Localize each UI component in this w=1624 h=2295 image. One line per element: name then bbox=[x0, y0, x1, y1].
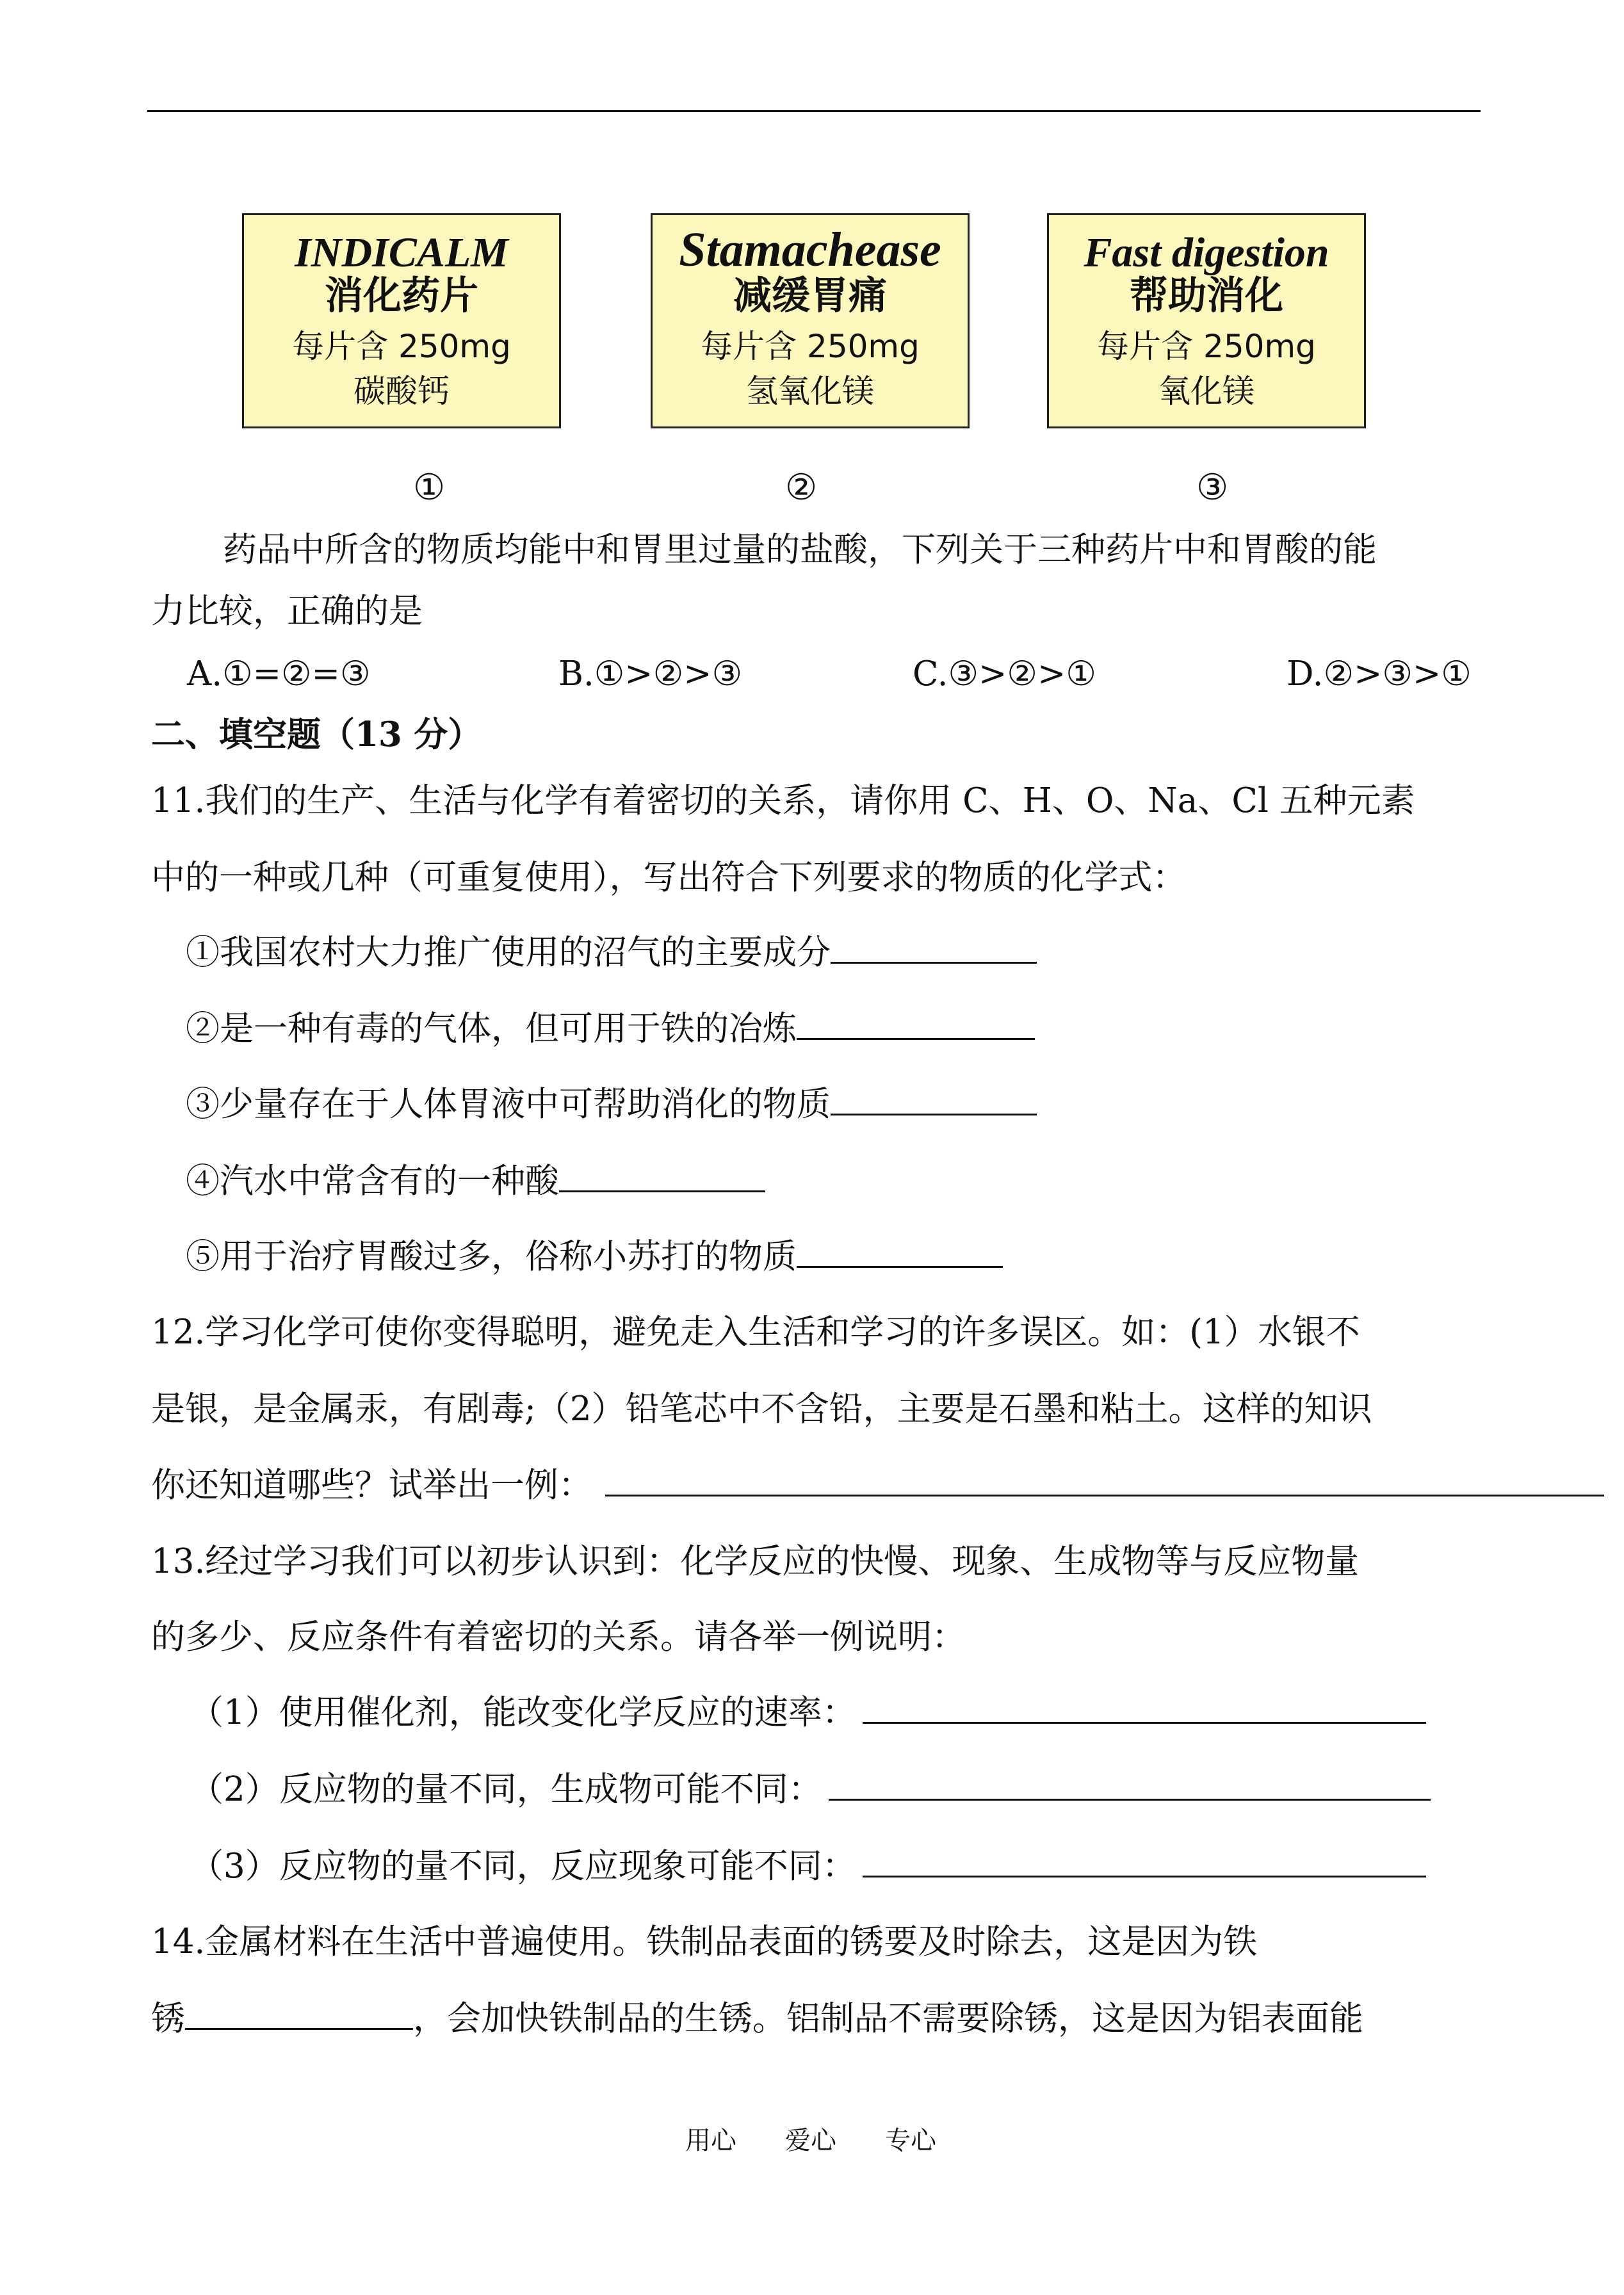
q13-item-2 bbox=[190, 1767, 1431, 1812]
q10-option-b: B.①>②>③ bbox=[558, 654, 743, 693]
footer-text-2: 爱心 bbox=[785, 2126, 836, 2155]
answer-blank[interactable] bbox=[797, 1235, 1003, 1268]
q13-item-1 bbox=[190, 1691, 1426, 1735]
q11-item-text: ①我国农村大力推广使用的沼气的主要成分 bbox=[186, 933, 831, 972]
medicine-label-1: ① bbox=[413, 467, 446, 508]
q12-line1: 12.学习化学可使你变得聪明，避免走入生活和学习的许多误区。如：(1）水银不 bbox=[151, 1313, 1360, 1352]
section-title: 二、填空题（13 分） bbox=[151, 715, 482, 754]
q13-item-text: （2）反应物的量不同，生成物可能不同： bbox=[190, 1770, 822, 1809]
q11-item-text: ③少量存在于人体胃液中可帮助消化的物质 bbox=[186, 1085, 831, 1124]
q13-line2: 的多少、反应条件有着密切的关系。请各举一例说明： bbox=[151, 1618, 966, 1657]
q12-prompt: 你还知道哪些？试举出一例： bbox=[151, 1466, 592, 1505]
medicine-label-2: ② bbox=[785, 467, 818, 508]
q13-line1: 13.经过学习我们可以初步认识到：化学反应的快慢、现象、生成物等与反应物量 bbox=[151, 1542, 1360, 1581]
q13-item-3 bbox=[190, 1844, 1426, 1889]
answer-blank[interactable] bbox=[863, 1845, 1426, 1877]
q14-line1: 14.金属材料在生活中普遍使用。铁制品表面的锈要及时除去，这是因为铁 bbox=[151, 1922, 1258, 1961]
q12-line3 bbox=[151, 1463, 1604, 1508]
answer-blank[interactable] bbox=[559, 1160, 765, 1192]
medicine-box-2 bbox=[651, 213, 970, 428]
medicine-box-1 bbox=[242, 213, 561, 428]
q11-item-text: ⑤用于治疗胃酸过多，俗称小苏打的物质 bbox=[186, 1237, 797, 1276]
q13-item-text: （1）使用催化剂，能改变化学反应的速率： bbox=[190, 1693, 856, 1732]
q11-item-1 bbox=[186, 930, 1037, 975]
q11-item-3 bbox=[186, 1082, 1037, 1127]
medicine-dose: 每片含 250mg bbox=[1097, 328, 1316, 365]
q13-item-text: （3）反应物的量不同，反应现象可能不同： bbox=[190, 1847, 856, 1886]
q14-line2 bbox=[151, 1997, 1363, 2041]
answer-blank[interactable] bbox=[831, 1083, 1037, 1115]
q11-line1: 11.我们的生产、生活与化学有着密切的关系，请你用 C、H、O、Na、Cl 五种元素 bbox=[151, 781, 1415, 820]
header-rule bbox=[147, 110, 1481, 112]
q14-suffix: ，会加快铁制品的生锈。铝制品不需要除锈，这是因为铝表面能 bbox=[413, 1999, 1363, 2038]
medicine-name: 减缓胃痛 bbox=[733, 273, 887, 318]
q11-item-text: ②是一种有毒的气体，但可用于铁的冶炼 bbox=[186, 1009, 797, 1048]
answer-blank[interactable] bbox=[605, 1464, 1604, 1496]
medicine-dose: 每片含 250mg bbox=[292, 328, 511, 365]
q10-stem-line1: 药品中所含的物质均能中和胃里过量的盐酸，下列关于三种药片中和胃酸的能 bbox=[223, 530, 1377, 569]
footer-text-1: 用心 bbox=[685, 2126, 736, 2155]
q10-stem-line2: 力比较，正确的是 bbox=[151, 592, 423, 631]
q10-option-c: C.③>②>① bbox=[913, 654, 1096, 693]
medicine-name: 消化药片 bbox=[325, 273, 478, 318]
medicine-brand: INDICALM bbox=[295, 229, 508, 276]
medicine-ingredient: 碳酸钙 bbox=[353, 373, 450, 410]
q11-line2: 中的一种或几种（可重复使用），写出符合下列要求的物质的化学式： bbox=[151, 858, 1187, 897]
medicine-ingredient: 氧化镁 bbox=[1158, 373, 1255, 410]
q11-item-2 bbox=[186, 1007, 1035, 1051]
medicine-dose: 每片含 250mg bbox=[701, 328, 920, 365]
medicine-ingredient: 氢氧化镁 bbox=[746, 373, 874, 410]
medicine-brand: Fast digestion bbox=[1084, 229, 1329, 276]
q11-item-5 bbox=[186, 1235, 1003, 1279]
q10-option-d: D.②>③>① bbox=[1287, 654, 1472, 693]
footer-text-3: 专心 bbox=[885, 2126, 936, 2155]
answer-blank[interactable] bbox=[831, 931, 1037, 964]
answer-blank[interactable] bbox=[185, 1997, 413, 2030]
medicine-name: 帮助消化 bbox=[1130, 273, 1283, 318]
q10-option-a: A.①=②=③ bbox=[187, 654, 371, 693]
q14-prefix: 锈 bbox=[151, 1999, 185, 2038]
answer-blank[interactable] bbox=[863, 1691, 1426, 1724]
answer-blank[interactable] bbox=[797, 1007, 1035, 1040]
medicine-label-3: ③ bbox=[1196, 467, 1229, 508]
q11-item-4 bbox=[186, 1159, 765, 1204]
q12-line2: 是银，是金属汞，有剧毒;（2）铅笔芯中不含铅，主要是石墨和粘土。这样的知识 bbox=[151, 1390, 1372, 1429]
q11-item-text: ④汽水中常含有的一种酸 bbox=[186, 1162, 559, 1201]
medicine-brand: Stamachease bbox=[679, 223, 941, 277]
medicine-box-3 bbox=[1047, 213, 1366, 428]
answer-blank[interactable] bbox=[829, 1768, 1431, 1801]
